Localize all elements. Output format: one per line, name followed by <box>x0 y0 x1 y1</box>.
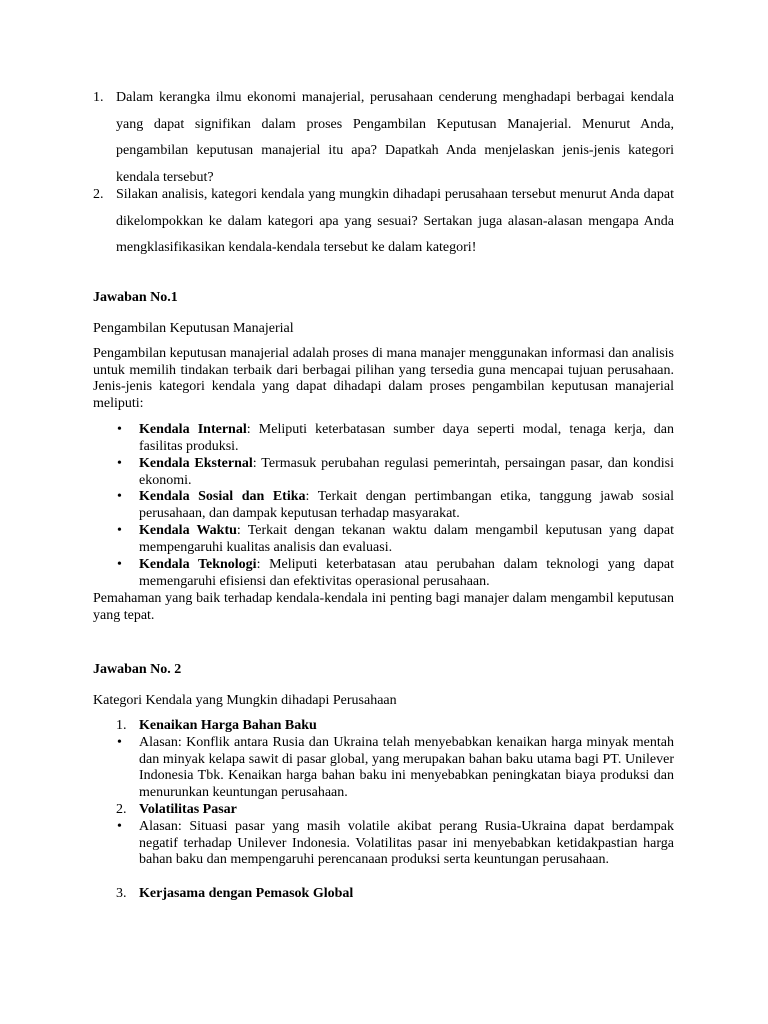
question-2 <box>93 182 674 262</box>
category-title <box>93 886 674 903</box>
category-reason <box>93 819 674 869</box>
bullet: • <box>117 456 122 471</box>
item-desc: : Meliputi keterbatasan atau perubahan dalam teknologi yang dapat memengaruhi efisiensi dan efektivitas operasional perusahaan. <box>139 557 675 589</box>
category-title-text: Kerjasama dengan Pemasok Global <box>139 886 354 901</box>
bullet: • <box>117 422 122 437</box>
item-term: Kendala Internal <box>139 422 247 437</box>
category-title <box>93 802 674 819</box>
category-title <box>93 718 674 735</box>
category-reason-text: Alasan: Situasi pasar yang masih volatile akibat perang Rusia-Ukraina dapat berdampak negatif terhadap Unilever Indonesia. Volatilitas pasar ini menyebabkan ketidakpastian harga bahan baku dan mempengaruhi perencanaan produksi serta keuntungan perusahaan. <box>139 819 674 868</box>
item-term: Kendala Eksternal <box>139 456 253 471</box>
bullet: • <box>117 523 122 538</box>
list-item <box>93 489 674 522</box>
category-number: 1. <box>116 718 127 733</box>
answer-2-heading: Jawaban No. 2 <box>93 662 182 677</box>
answer-1-closing: Pemahaman yang baik terhadap kendala-kendala ini penting bagi manajer dalam mengambil keputusan yang tepat. <box>93 591 674 623</box>
item-term: Kendala Teknologi <box>139 557 257 572</box>
answer-1-subheading: Pengambilan Keputusan Manajerial <box>93 321 294 336</box>
category-number: 2. <box>116 802 127 817</box>
bullet: • <box>117 489 122 504</box>
question-text: Silakan analisis, kategori kendala yang mungkin dihadapi perusahaan tersebut menurut Anda dapat dikelompokkan ke dalam kategori apa yang sesuai? Sertakan juga alasan-alasan mengapa Anda mengklasifikasikan kendala-kendala tersebut ke dalam kategori! <box>116 187 674 255</box>
category-reason <box>93 735 674 801</box>
item-desc: : Terkait dengan tekanan waktu dalam mengambil keputusan yang dapat mempengaruhi kualitas analisis dan evaluasi. <box>139 523 674 555</box>
category-title-text: Volatilitas Pasar <box>139 802 237 817</box>
item-term: Kendala Waktu <box>139 523 237 538</box>
answer-1-heading: Jawaban No.1 <box>93 290 178 305</box>
answer-2-subheading: Kategori Kendala yang Mungkin dihadapi Perusahaan <box>93 693 397 708</box>
item-term: Kendala Sosial dan Etika <box>139 489 306 504</box>
question-1 <box>93 85 674 191</box>
question-number: 2. <box>93 187 104 202</box>
bullet: • <box>117 735 122 750</box>
item-desc: : Terkait dengan pertimbangan etika, tanggung jawab sosial perusahaan, dan dampak keputusan terhadap masyarakat. <box>139 489 675 521</box>
category-number: 3. <box>116 886 127 901</box>
answer-1-intro: Pengambilan keputusan manajerial adalah proses di mana manajer menggunakan informasi dan analisis untuk memilih tindakan terbaik dari berbagai pilihan yang tersedia guna mencapai tujuan perusahaan. Jenis-jenis kategori kendala yang dapat dihadapi dalam proses pengambilan keputusan manajerial meliputi: <box>93 346 674 411</box>
item-desc: : Meliputi keterbatasan sumber daya seperti modal, tenaga kerja, dan fasilitas produksi. <box>139 422 674 454</box>
item-desc: : Termasuk perubahan regulasi pemerintah, persaingan pasar, dan kondisi ekonomi. <box>139 456 675 488</box>
question-text: Dalam kerangka ilmu ekonomi manajerial, perusahaan cenderung menghadapi berbagai kendala yang dapat signifikan dalam proses Pengambilan Keputusan Manajerial. Menurut Anda, pengambilan keputusan manajerial itu apa? Dapatkah Anda menjelaskan jenis-jenis kategori kendala tersebut? <box>116 90 674 185</box>
question-number: 1. <box>93 90 104 105</box>
list-item <box>93 557 674 590</box>
list-item <box>93 422 674 455</box>
bullet: • <box>117 557 122 572</box>
list-item <box>93 523 674 556</box>
bullet: • <box>117 819 122 834</box>
category-reason-text: Alasan: Konflik antara Rusia dan Ukraina telah menyebabkan kenaikan harga minyak mentah dan minyak kelapa sawit di pasar global, yang merupakan bahan baku utama bagi PT. Unilever Indonesia Tbk. Kenaikan harga bahan baku ini menyebabkan peningkatan biaya produksi dan menurunkan keuntungan perusahaan. <box>139 735 674 800</box>
category-title-text: Kenaikan Harga Bahan Baku <box>139 718 317 733</box>
list-item <box>93 456 674 489</box>
